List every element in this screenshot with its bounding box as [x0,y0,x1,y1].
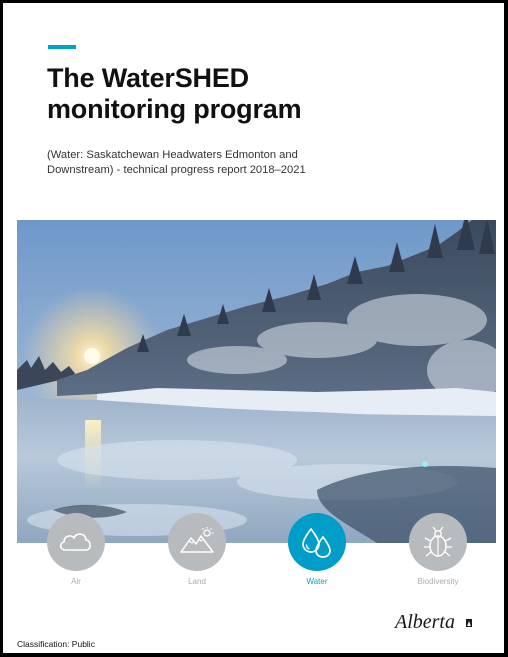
theme-label-air: Air [71,577,81,586]
theme-icons-row [3,513,508,593]
theme-air [36,513,116,587]
report-subtitle [47,148,447,178]
theme-circle-land [168,513,226,571]
subtitle-line-1: (Water: Saskatchewan Headwaters Edmonton and [47,149,298,161]
theme-circle-biodiversity [409,513,467,571]
water-drops-icon [296,521,338,563]
theme-water [277,513,357,587]
classification-label: Classification: Public [17,639,95,649]
theme-label-land: Land [188,577,206,586]
beetle-icon [417,521,459,563]
theme-land [157,513,237,587]
winter-river-photo [17,220,496,543]
accent-bar [48,45,76,49]
theme-biodiversity [398,513,478,587]
mountains-sun-icon [176,521,218,563]
theme-circle-water [288,513,346,571]
title-line-1: The WaterSHED [47,63,249,93]
title-line-2: monitoring program [47,94,302,124]
theme-label-water: Water [306,577,328,586]
subtitle-line-2: Downstream) - technical progress report 2018–2021 [47,164,306,176]
alberta-logo [393,607,477,637]
theme-circle-air [47,513,105,571]
report-title [47,63,467,125]
cloud-icon [56,522,96,562]
theme-label-biodiversity: Biodiversity [417,577,459,586]
logo-wordmark: Alberta [395,611,455,633]
